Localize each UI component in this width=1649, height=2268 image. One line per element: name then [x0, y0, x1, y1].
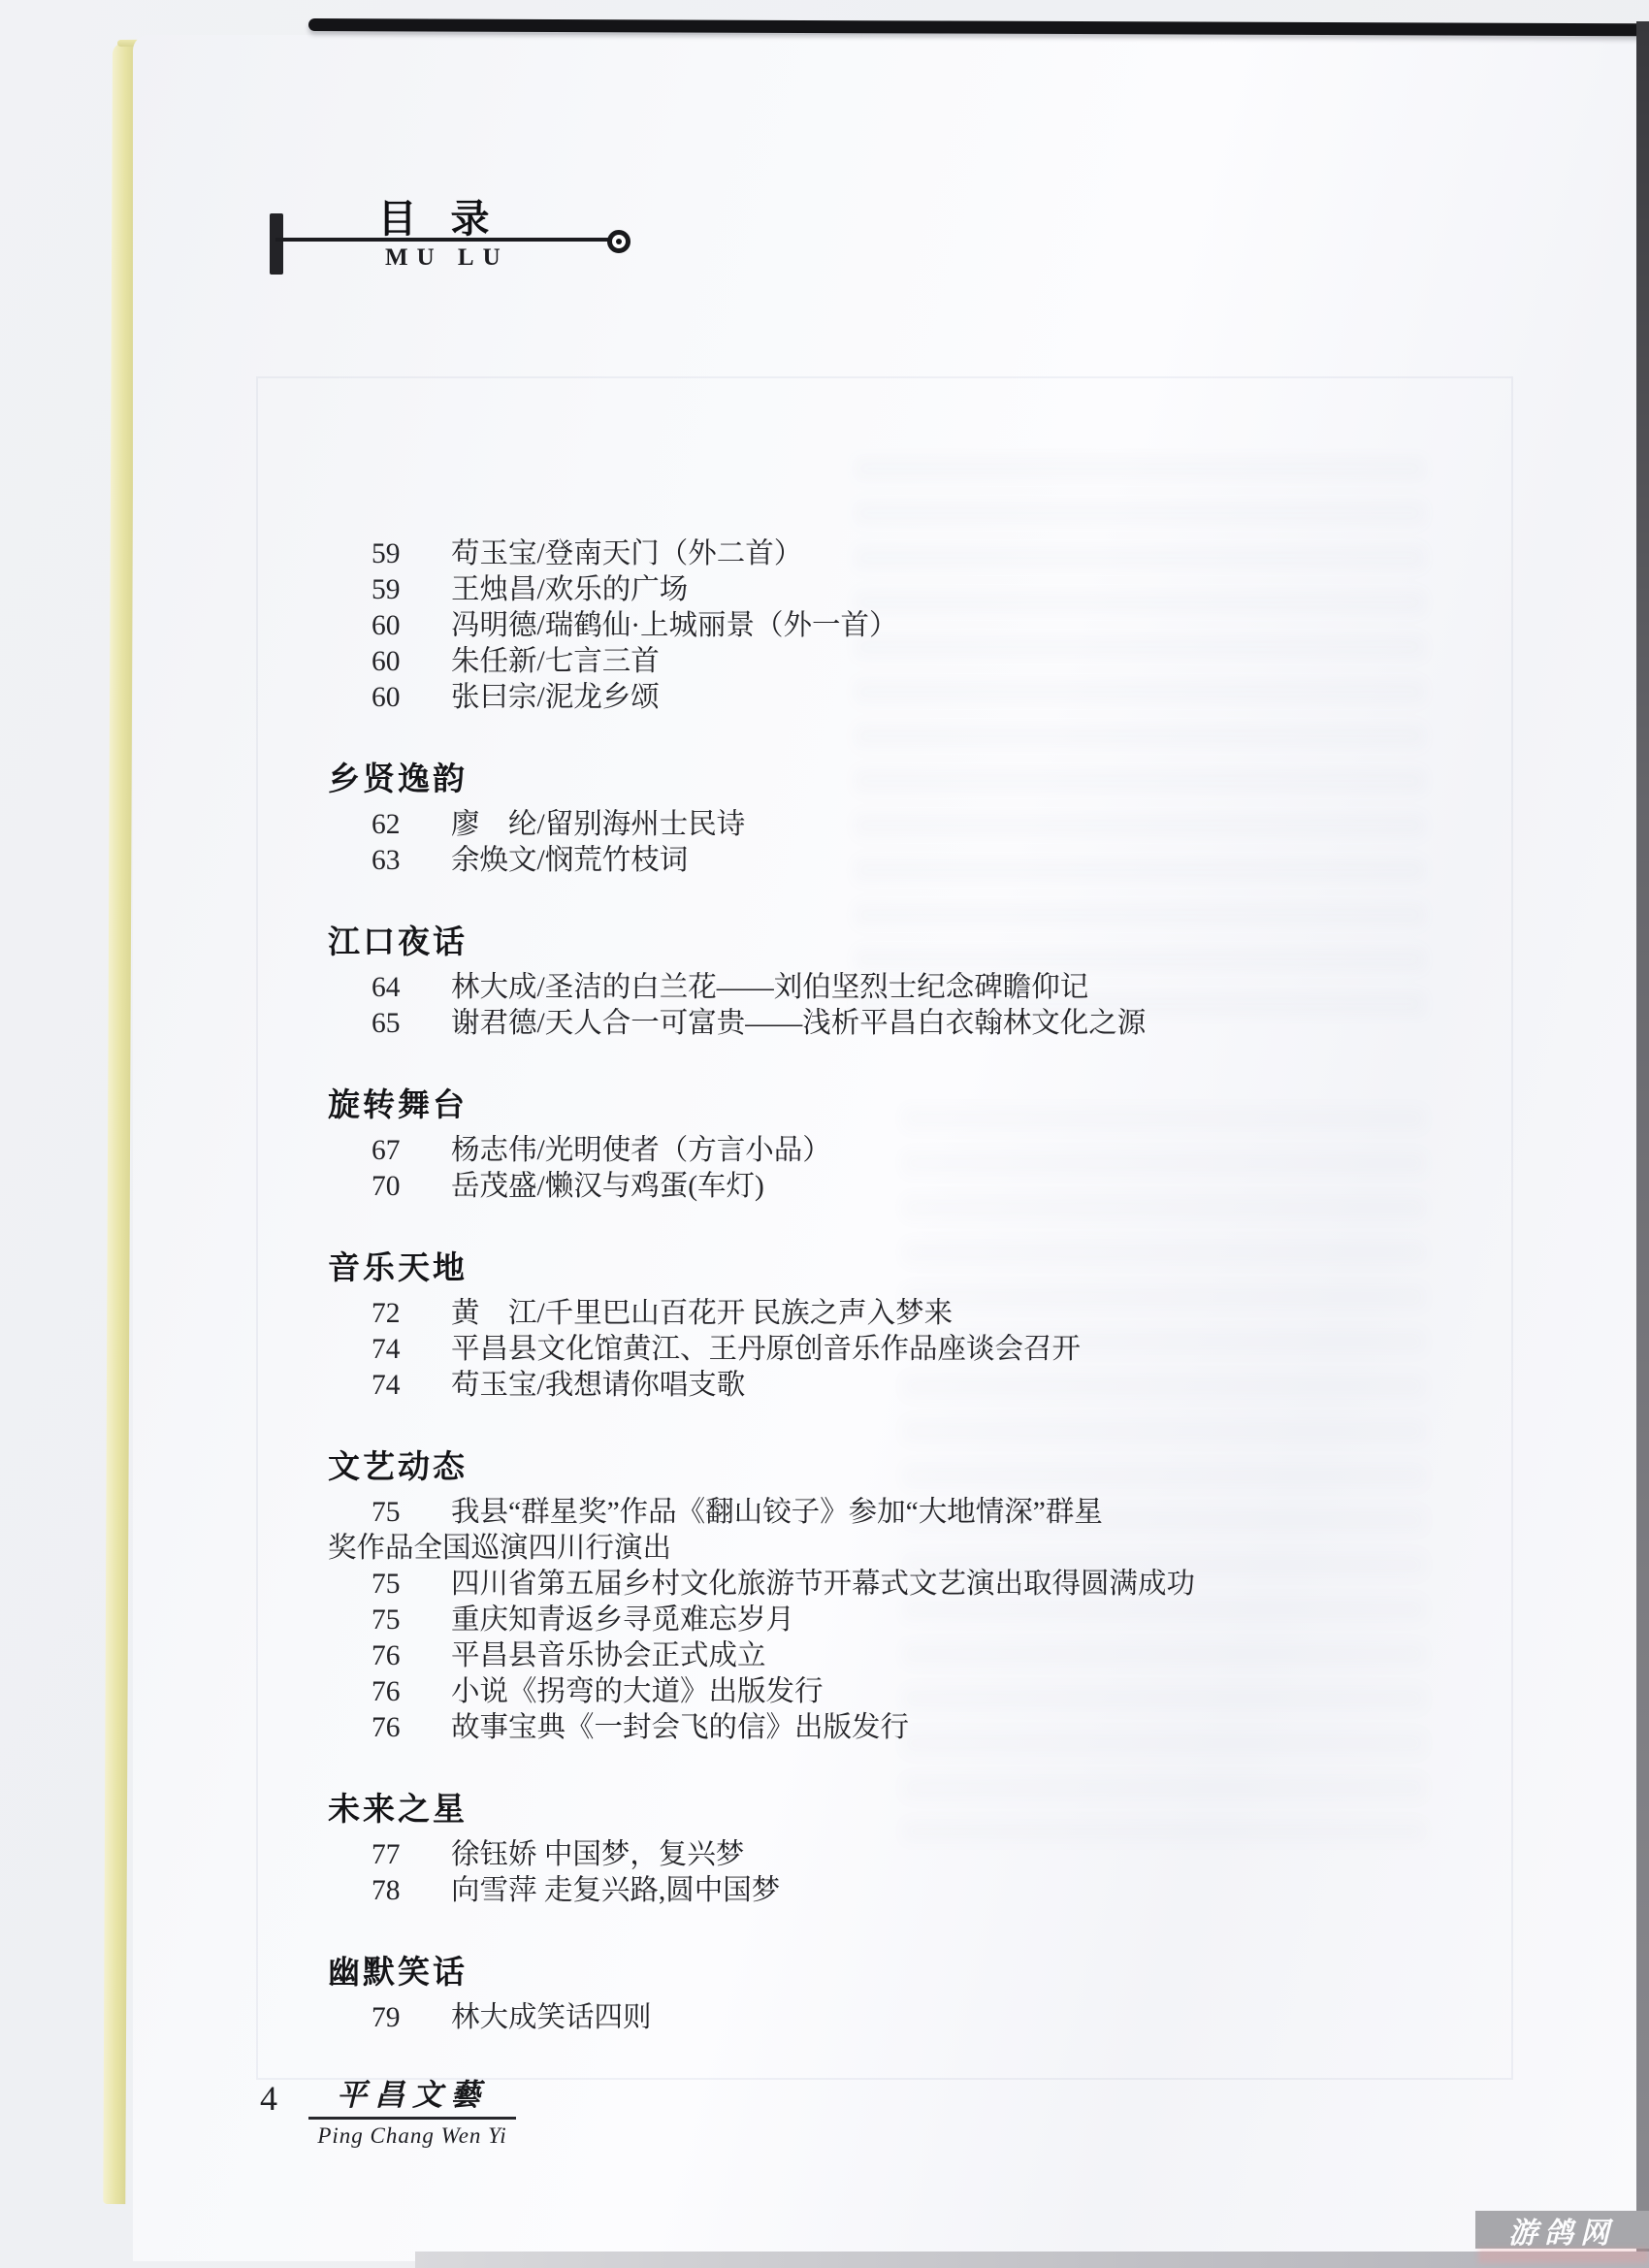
magazine-logo-rule — [308, 2117, 516, 2120]
entry-title: 我县“群星奖”作品《翻山铰子》参加“大地情深”群星 — [451, 1497, 1103, 1528]
page-title-pinyin: MU LU — [385, 244, 509, 271]
entry-title: 岳茂盛/懒汉与鸡蛋(车灯) — [451, 1171, 764, 1202]
toc-entry — [328, 1603, 1181, 1638]
watermark-url-faint — [1478, 2249, 1649, 2263]
entry-page-number: 75 — [372, 1569, 401, 1600]
toc-entry — [328, 608, 1181, 644]
entry-title: 林大成笑话四则 — [451, 2002, 652, 2033]
toc-entry — [328, 2000, 1181, 2036]
section-title: 旋转舞台 — [328, 1086, 468, 1122]
scan-edge-bottom — [415, 2252, 1649, 2268]
magazine-title: 平昌文藝 — [337, 2078, 488, 2112]
toc-entry — [328, 843, 1181, 879]
entry-page-number: 77 — [372, 1839, 401, 1870]
toc-entry — [328, 1873, 1181, 1909]
entry-page-number: 72 — [372, 1298, 401, 1329]
toc-entry — [328, 536, 1181, 572]
toc-entry — [328, 1169, 1181, 1205]
toc-entry — [328, 1495, 1181, 1531]
entry-page-number: 64 — [372, 972, 401, 1003]
entry-page-number: 60 — [372, 682, 401, 713]
entry-title: 廖 纶/留别海州士民诗 — [451, 809, 746, 840]
entry-page-number: 59 — [372, 538, 401, 569]
entry-page-number: 65 — [372, 1008, 401, 1039]
toc-entry — [328, 572, 1181, 608]
entry-page-number: 67 — [372, 1135, 401, 1166]
toc-entry — [328, 1332, 1181, 1368]
watermark-text: 游鸽网 — [1508, 2217, 1616, 2250]
toc-entry — [328, 970, 1181, 1006]
entry-title: 杨志伟/光明使者（方言小品） — [451, 1135, 831, 1166]
toc-entry — [328, 1296, 1181, 1332]
toc-entry — [328, 1837, 1181, 1873]
entry-page-number: 74 — [372, 1334, 401, 1365]
toc-entry — [328, 680, 1181, 716]
entry-title: 平昌县音乐协会正式成立 — [451, 1640, 766, 1671]
toc-entry — [328, 644, 1181, 680]
entry-page-number: 60 — [372, 610, 401, 641]
entry-title: 小说《拐弯的大道》出版发行 — [451, 1676, 824, 1707]
entry-title: 重庆知青返乡寻觅难忘岁月 — [451, 1604, 795, 1636]
section-title: 未来之星 — [328, 1791, 468, 1827]
entry-title: 故事宝典《一封会飞的信》出版发行 — [451, 1712, 910, 1743]
toc-entry — [328, 807, 1181, 843]
folio-page-number: 4 — [260, 2079, 277, 2118]
entry-title-continuation: 奖作品全国巡演四川行演出 — [328, 1533, 672, 1564]
page-title: 目 录 — [377, 198, 501, 241]
page-edge-yellow-strip — [103, 43, 135, 2204]
section-title: 乡贤逸韵 — [328, 761, 468, 796]
toc-list — [328, 536, 1196, 2036]
entry-title: 冯明德/瑞鹤仙·上城丽景（外一首） — [451, 610, 898, 641]
entry-title: 朱任新/七言三首 — [451, 646, 660, 677]
entry-title: 平昌县文化馆黄江、王丹原创音乐作品座谈会召开 — [451, 1334, 1082, 1365]
entry-title: 苟玉宝/登南天门（外二首） — [451, 538, 803, 569]
entry-title: 向雪萍 走复兴路,圆中国梦 — [451, 1875, 781, 1906]
entry-page-number: 76 — [372, 1712, 401, 1743]
toc-entry — [328, 1674, 1181, 1710]
toc-entry — [328, 1133, 1181, 1169]
entry-title: 黄 江/千里巴山百花开 民族之声入梦来 — [451, 1298, 954, 1329]
entry-page-number: 74 — [372, 1370, 401, 1401]
entry-page-number: 62 — [372, 809, 401, 840]
section-title: 文艺动态 — [328, 1448, 468, 1484]
entry-page-number: 63 — [372, 845, 401, 876]
magazine-logo — [308, 2070, 516, 2149]
toc-entry — [328, 1006, 1181, 1042]
scan-edge-right — [1636, 21, 1649, 2257]
magazine-pinyin: Ping Chang Wen Yi — [317, 2123, 507, 2148]
entry-page-number: 70 — [372, 1171, 401, 1202]
masthead-bar — [270, 213, 283, 275]
section-title: 幽默笑话 — [328, 1954, 468, 1990]
toc-entry — [328, 1567, 1196, 1603]
entry-page-number: 79 — [372, 2002, 401, 2033]
section-title: 江口夜话 — [328, 923, 468, 959]
entry-title: 徐钰娇 中国梦，复兴梦 — [451, 1839, 745, 1870]
entry-page-number: 76 — [372, 1676, 401, 1707]
entry-title: 王烛昌/欢乐的广场 — [451, 574, 689, 605]
toc-entry — [328, 1368, 1181, 1404]
entry-page-number: 78 — [372, 1875, 401, 1906]
entry-page-number: 59 — [372, 574, 401, 605]
entry-title: 苟玉宝/我想请你唱支歌 — [451, 1370, 746, 1401]
entry-page-number: 60 — [372, 646, 401, 677]
entry-page-number: 75 — [372, 1497, 401, 1528]
scan-edge-top — [308, 18, 1642, 36]
entry-title: 余焕文/悯荒竹枝词 — [451, 845, 689, 876]
entry-title: 四川省第五届乡村文化旅游节开幕式文艺演出取得圆满成功 — [451, 1569, 1196, 1600]
bullseye-icon — [607, 230, 630, 253]
entry-page-number: 76 — [372, 1640, 401, 1671]
entry-title: 谢君德/天人合一可富贵——浅析平昌白衣翰林文化之源 — [451, 1008, 1147, 1039]
entry-title: 林大成/圣洁的白兰花——刘伯坚烈士纪念碑瞻仰记 — [451, 972, 1089, 1003]
toc-entry — [328, 1638, 1181, 1674]
section-title: 音乐天地 — [328, 1249, 468, 1285]
toc-entry — [328, 1710, 1181, 1746]
entry-title: 张曰宗/泥龙乡颂 — [451, 682, 660, 713]
watermark-banner — [1475, 2211, 1649, 2249]
entry-page-number: 75 — [372, 1604, 401, 1636]
